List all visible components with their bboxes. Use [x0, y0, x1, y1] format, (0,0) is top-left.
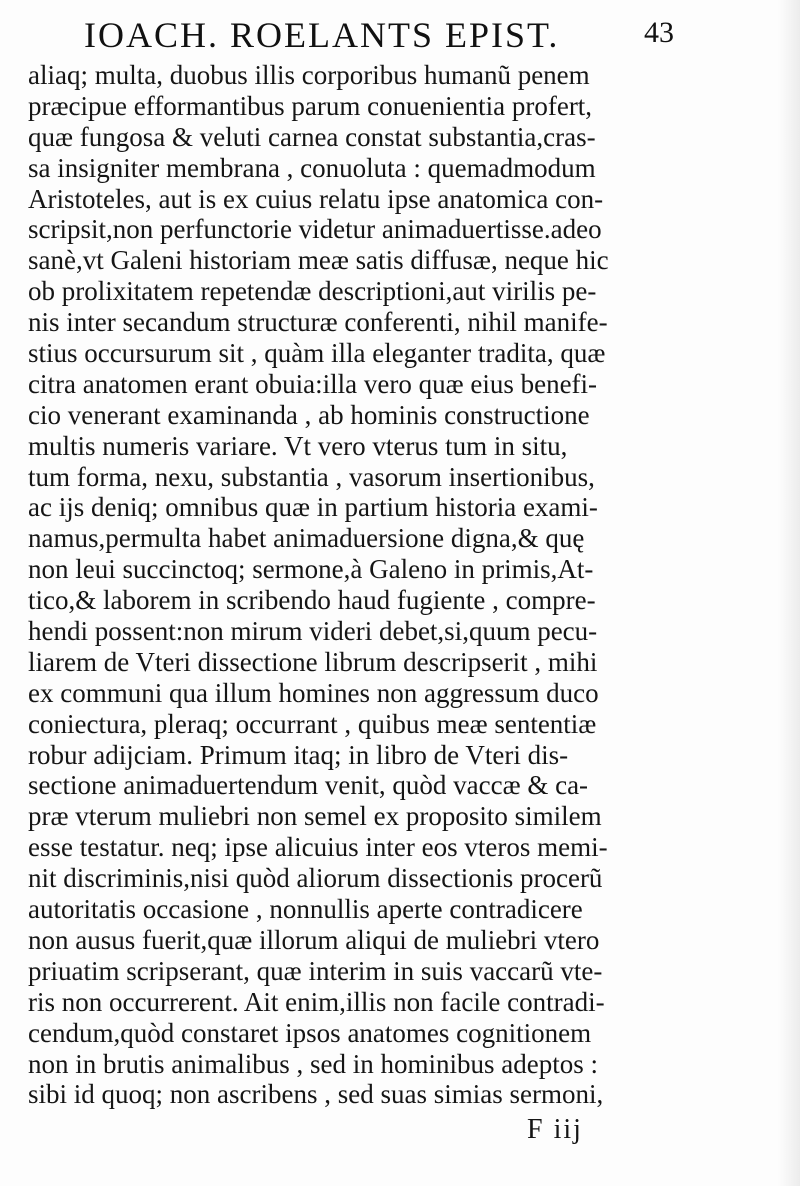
text-line: sa insigniter membrana , conuoluta : quemadmodum — [28, 152, 596, 183]
scan-edge-shadow — [778, 0, 800, 1186]
text-line: coniectura, pleraq; occurrant , quibus meæ sententiæ — [28, 708, 597, 739]
text-line: priuatim scripserant, quæ interim in suis vaccarũ vte- — [28, 955, 603, 986]
text-line: sectione animaduertendum venit, quòd vaccæ & ca- — [28, 770, 589, 801]
text-line: ris non occurrerent. Ait enim,illis non facile contradi- — [28, 986, 605, 1017]
text-line: autoritatis occasione , nonnullis aperte contradicere — [28, 894, 583, 925]
text-line: quæ fungosa & veluti carnea constat substantia,cras- — [28, 121, 596, 152]
text-line: sibi id quoq; non ascribens , sed suas simias sermoni, — [28, 1079, 604, 1110]
running-head — [84, 14, 674, 62]
text-line: scripsit,non perfunctorie videtur animaduertisse.adeo — [28, 214, 602, 245]
page-number: 43 — [644, 16, 674, 49]
text-line: aliaq; multa, duobus illis corporibus humanũ penem — [28, 60, 590, 90]
text-line: hendi possent:non mirum videri debet,si,quum pecu- — [28, 616, 598, 647]
text-line: namus,permulta habet animaduersione digna,& quę — [28, 523, 585, 554]
text-line: tico,& laborem in scribendo haud fugiente , compre- — [28, 585, 596, 616]
signature-mark: F iij — [527, 1114, 583, 1145]
text-line: non in brutis animalibus , sed in hominibus adeptos : — [28, 1048, 598, 1079]
text-line: esse testatur. neq; ipse alicuius inter eos vteros memi- — [28, 832, 608, 863]
running-head-title: IOACH. ROELANTS EPIST. — [84, 15, 560, 55]
text-line: cendum,quòd constaret ipsos anatomes cognitionem — [28, 1017, 592, 1048]
text-line: Aristoteles, aut is ex cuius relatu ipse anatomica con- — [28, 183, 604, 214]
text-line: sanè,vt Galeni historiam meæ satis diffusæ, neque hic — [28, 245, 609, 276]
text-line: tum forma, nexu, substantia , vasorum insertionibus, — [28, 461, 595, 492]
text-line: non leui succinctoq; sermone,à Galeno in primis,At- — [28, 554, 594, 585]
text-line: nit discriminis,nisi quòd aliorum dissectionis procerũ — [28, 863, 603, 894]
text-line: non ausus fuerit,quæ illorum aliqui de muliebri vtero — [28, 924, 600, 955]
body-text — [28, 60, 688, 1110]
text-line: ex communi qua illum homines non aggressum duco — [28, 677, 599, 708]
text-line: præ vterum muliebri non semel ex proposito similem — [28, 801, 602, 832]
text-line: citra anatomen erant obuia:illa vero quæ eius benefi- — [28, 368, 598, 399]
text-line: nis inter secandum structuræ conferenti, nihil manife- — [28, 307, 608, 338]
text-line: multis numeris variare. Vt vero vterus tum in situ, — [28, 430, 568, 461]
text-line: stius occursurum sit , quàm illa eleganter tradita, quæ — [28, 338, 606, 369]
text-line: præcipue efformantibus parum conuenientia profert, — [28, 90, 593, 121]
text-line: cio venerant examinanda , ab hominis constructione — [28, 399, 590, 430]
text-line: ac ijs deniq; omnibus quæ in partium historia exami- — [28, 492, 598, 523]
text-line: ob prolixitatem repetendæ descriptioni,aut virilis pe- — [28, 276, 597, 307]
text-line: liarem de Vteri dissectione librum descripserit , mihi — [28, 646, 598, 677]
text-line: robur adijciam. Primum itaq; in libro de Vteri dis- — [28, 739, 569, 770]
